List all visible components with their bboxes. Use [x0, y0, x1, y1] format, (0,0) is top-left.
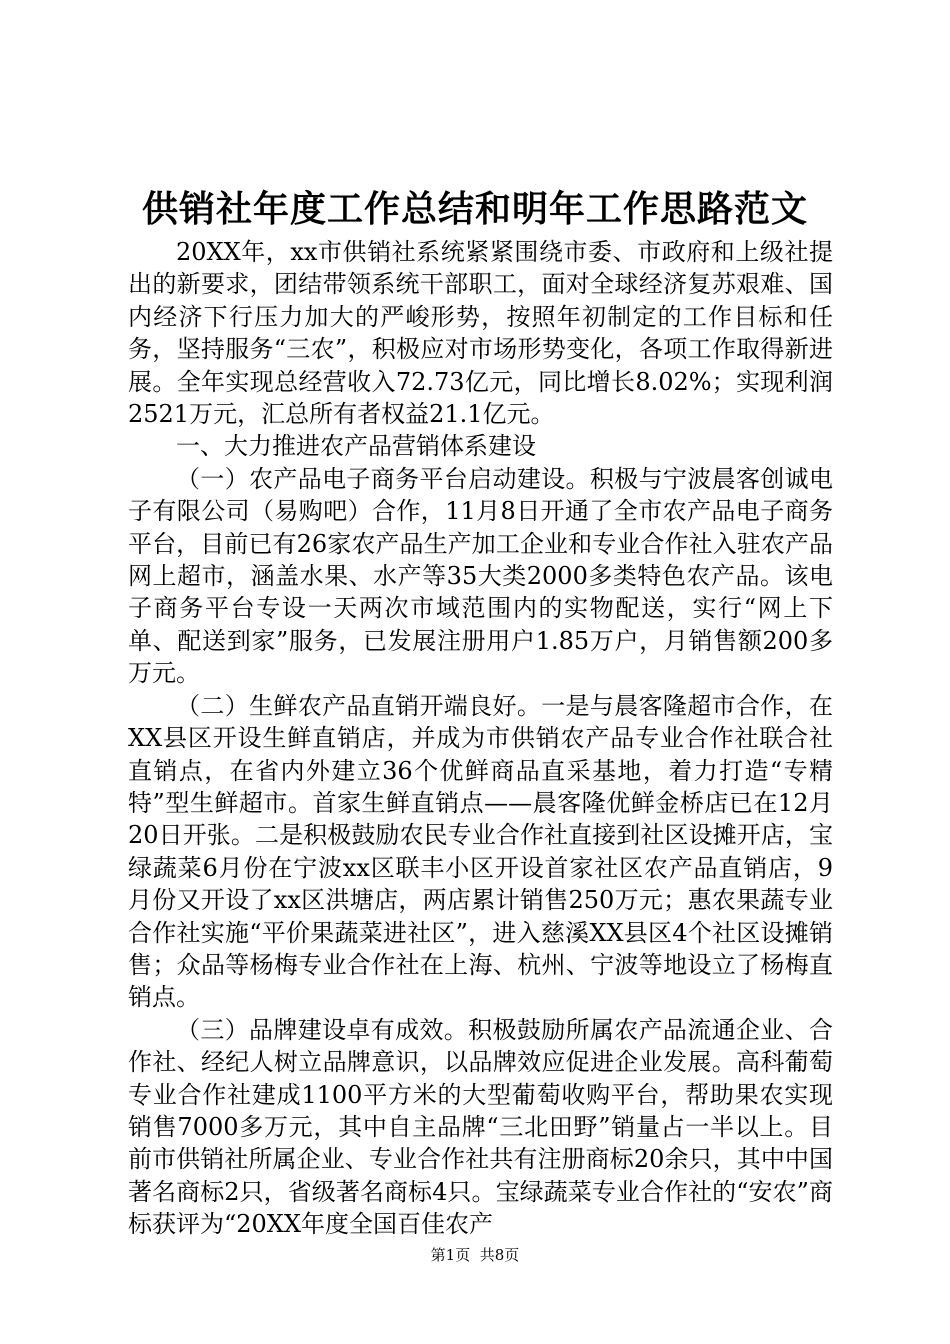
- page-number: 第1页: [430, 1246, 471, 1264]
- intro-paragraph: 20XX年，xx市供销社系统紧紧围绕市委、市政府和上级社提出的新要求，团结带领系统干部职工，面对全球经济复苏艰难、国内经济下行压力加大的严峻形势，按照年初制定的工作目标和任务，坚持服务“三农”，积极应对市场形势变化，各项工作取得新进展。全年实现总经营收入72.73亿元，同比增长8.02%；实现利润2521万元，汇总所有者权益21.1亿元。: [128, 238, 833, 429]
- subsection-paragraph-1: （一）农产品电子商务平台启动建设。积极与宁波晨客创诚电子有限公司（易购吧）合作，11月8日开通了全市农产品电子商务平台，目前已有26家农产品生产加工企业和专业合作社入驻农产品网上超市，涵盖水果、水产等35大类2000多类特色农产品。该电子商务平台专设一天两次市域范围内的实物配送，实行“网上下单、配送到家”服务，已发展注册用户1.85万户，月销售额200多万元。: [128, 464, 833, 688]
- section-heading: 一、大力推进农产品营销体系建设: [176, 432, 536, 461]
- page-footer: [0, 1245, 950, 1265]
- subsection-paragraph-3: （三）品牌建设卓有成效。积极鼓励所属农产品流通企业、合作社、经纪人树立品牌意识，以品牌效应促进企业发展。高科葡萄专业合作社建成1100平方米的大型葡萄收购平台，帮助果农实现销售7000多万元，其中自主品牌“三北田野”销量占一半以上。目前市供销社所属企业、专业合作社共有注册商标20余只，其中中国著名商标2只，省级著名商标4只。宝绿蔬菜专业合作社的“安农”商标获评为“20XX年度全国百佳农产: [128, 1015, 833, 1239]
- page-total: 共8页: [479, 1246, 520, 1264]
- document-body: [128, 236, 833, 1241]
- document-title: 供销社年度工作总结和明年工作思路范文: [141, 188, 808, 230]
- subsection-paragraph-2: （二）生鲜农产品直销开端良好。一是与晨客隆超市合作，在XX县区开设生鲜直销店，并成为市供销农产品专业合作社联合社直销点，在省内外建立36个优鲜商品直采基地，着力打造“专精特”型生鲜超市。首家生鲜直销点——晨客隆优鲜金桥店已在12月20日开张。二是积极鼓励农民专业合作社直接到社区设摊开店，宝绿蔬菜6月份在宁波xx区联丰小区开设首家社区农产品直销店，9月份又开设了xx区洪塘店，两店累计销售250万元；惠农果蔬专业合作社实施“平价果蔬菜进社区”，进入慈溪XX县区4个社区设摊销售；众品等杨梅专业合作社在上海、杭州、宁波等地设立了杨梅直销点。: [128, 691, 833, 1012]
